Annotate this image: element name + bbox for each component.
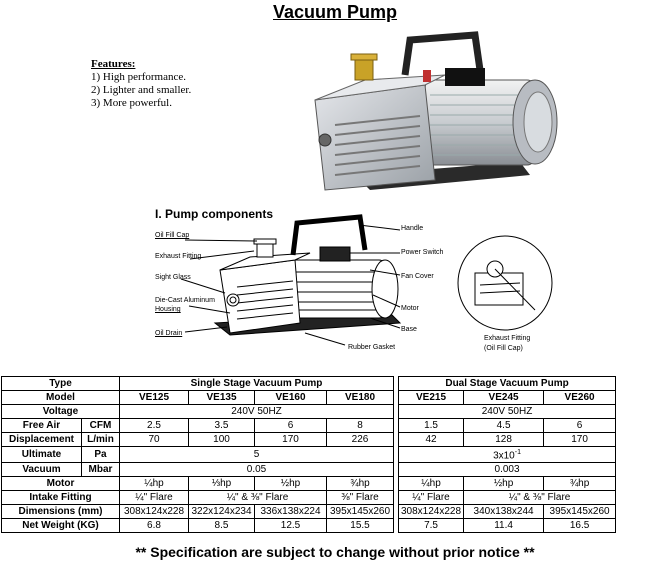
cfm-label: CFM	[82, 419, 120, 433]
free-air-label: Free Air	[2, 419, 82, 433]
pa-dual	[399, 447, 616, 463]
label-exhaust-fitting: Exhaust Fitting	[155, 253, 202, 260]
dimensions-label: Dimensions (mm)	[2, 505, 120, 519]
cfm-cell: 2.5	[120, 419, 189, 433]
motor-cell: ¾hp	[544, 477, 616, 491]
weight-cell: 11.4	[464, 519, 544, 533]
dimensions-cell: 308x124x228	[120, 505, 189, 519]
vacuum-label: Vacuum	[2, 463, 82, 477]
cfm-cell: 6	[544, 419, 616, 433]
label-fan-cover: Fan Cover	[401, 273, 434, 280]
features-list	[91, 58, 191, 110]
motor-label: Motor	[2, 477, 120, 491]
mbar-dual: 0.003	[399, 463, 616, 477]
dimensions-cell: 395x145x260	[544, 505, 616, 519]
voltage-dual: 240V 50HZ	[399, 405, 616, 419]
lmin-label: L/min	[82, 433, 120, 447]
intake-cell: ¼" & ⅜" Flare	[464, 491, 616, 505]
dual-stage-header: Dual Stage Vacuum Pump	[399, 377, 616, 391]
ultimate-label: Ultimate	[2, 447, 82, 463]
lmin-cell: 170	[544, 433, 616, 447]
model-cell: VE180	[327, 391, 394, 405]
intake-cell: ¼" Flare	[120, 491, 189, 505]
label-die-cast-2: Housing	[155, 306, 181, 313]
model-cell: VE245	[464, 391, 544, 405]
weight-cell: 7.5	[399, 519, 464, 533]
intake-cell: ⅜" Flare	[327, 491, 394, 505]
label-power-switch: Power Switch	[401, 249, 444, 256]
page-title: Vacuum Pump	[272, 2, 398, 22]
intake-cell: ¼" & ⅜" Flare	[189, 491, 327, 505]
motor-cell: ⅓hp	[189, 477, 255, 491]
feature-item: 1) High performance.	[91, 71, 186, 83]
vacuum-pump-photo	[295, 30, 565, 200]
pa-dual-base: 3x10	[493, 450, 515, 462]
diagram-title: I. Pump components	[155, 207, 274, 221]
spec-table	[1, 376, 616, 533]
dimensions-cell: 336x138x224	[255, 505, 327, 519]
mbar-label: Mbar	[82, 463, 120, 477]
lmin-cell: 128	[464, 433, 544, 447]
feature-item: 2) Lighter and smaller.	[91, 84, 192, 96]
label-oil-drain: Oil Drain	[155, 330, 183, 337]
feature-item: 3) More powerful.	[91, 97, 172, 109]
lmin-cell: 226	[327, 433, 394, 447]
model-cell: VE135	[189, 391, 255, 405]
weight-cell: 6.8	[120, 519, 189, 533]
disclaimer-note: ** Specification are subject to change without prior notice **	[135, 544, 535, 560]
label-die-cast-1: Die-Cast Aluminum	[155, 297, 215, 304]
dimensions-cell: 395x145x260	[327, 505, 394, 519]
label-oil-fill-cap: Oil Fill Cap	[155, 232, 190, 239]
pa-single: 5	[120, 447, 394, 463]
motor-cell: ¾hp	[327, 477, 394, 491]
model-cell: VE125	[120, 391, 189, 405]
pa-dual-exponent: -1	[514, 449, 521, 456]
model-cell: VE160	[255, 391, 327, 405]
lmin-cell: 100	[189, 433, 255, 447]
label-motor: Motor	[401, 305, 419, 312]
dimensions-cell: 308x124x228	[399, 505, 464, 519]
weight-cell: 16.5	[544, 519, 616, 533]
intake-label: Intake Fitting	[2, 491, 120, 505]
lmin-cell: 42	[399, 433, 464, 447]
cfm-cell: 4.5	[464, 419, 544, 433]
label-exhaust-fitting-detail: Exhaust Fitting	[484, 335, 531, 342]
dimensions-cell: 340x138x244	[464, 505, 544, 519]
weight-cell: 12.5	[255, 519, 327, 533]
motor-cell: ½hp	[255, 477, 327, 491]
intake-cell: ¼" Flare	[399, 491, 464, 505]
pa-label: Pa	[82, 447, 120, 463]
cfm-cell: 8	[327, 419, 394, 433]
label-rubber-gasket: Rubber Gasket	[348, 344, 396, 351]
weight-cell: 15.5	[327, 519, 394, 533]
displacement-label: Displacement	[2, 433, 82, 447]
single-stage-header: Single Stage Vacuum Pump	[120, 377, 394, 391]
model-cell: VE215	[399, 391, 464, 405]
label-oil-fill-cap-detail: (Oil Fill Cap)	[484, 345, 523, 352]
weight-cell: 8.5	[189, 519, 255, 533]
type-label: Type	[2, 377, 120, 391]
weight-label: Net Weight (KG)	[2, 519, 120, 533]
voltage-single: 240V 50HZ	[120, 405, 394, 419]
mbar-single: 0.05	[120, 463, 394, 477]
lmin-cell: 170	[255, 433, 327, 447]
motor-cell: ¼hp	[399, 477, 464, 491]
dimensions-cell: 322x124x234	[189, 505, 255, 519]
label-sight-glass: Sight Glass	[155, 274, 191, 281]
model-cell: VE260	[544, 391, 616, 405]
voltage-label: Voltage	[2, 405, 120, 419]
motor-cell: ½hp	[464, 477, 544, 491]
cfm-cell: 6	[255, 419, 327, 433]
features-heading: Features:	[91, 58, 136, 70]
label-handle: Handle	[401, 225, 424, 232]
motor-cell: ¼hp	[120, 477, 189, 491]
cfm-cell: 1.5	[399, 419, 464, 433]
lmin-cell: 70	[120, 433, 189, 447]
model-label: Model	[2, 391, 120, 405]
label-base: Base	[401, 326, 417, 333]
cfm-cell: 3.5	[189, 419, 255, 433]
